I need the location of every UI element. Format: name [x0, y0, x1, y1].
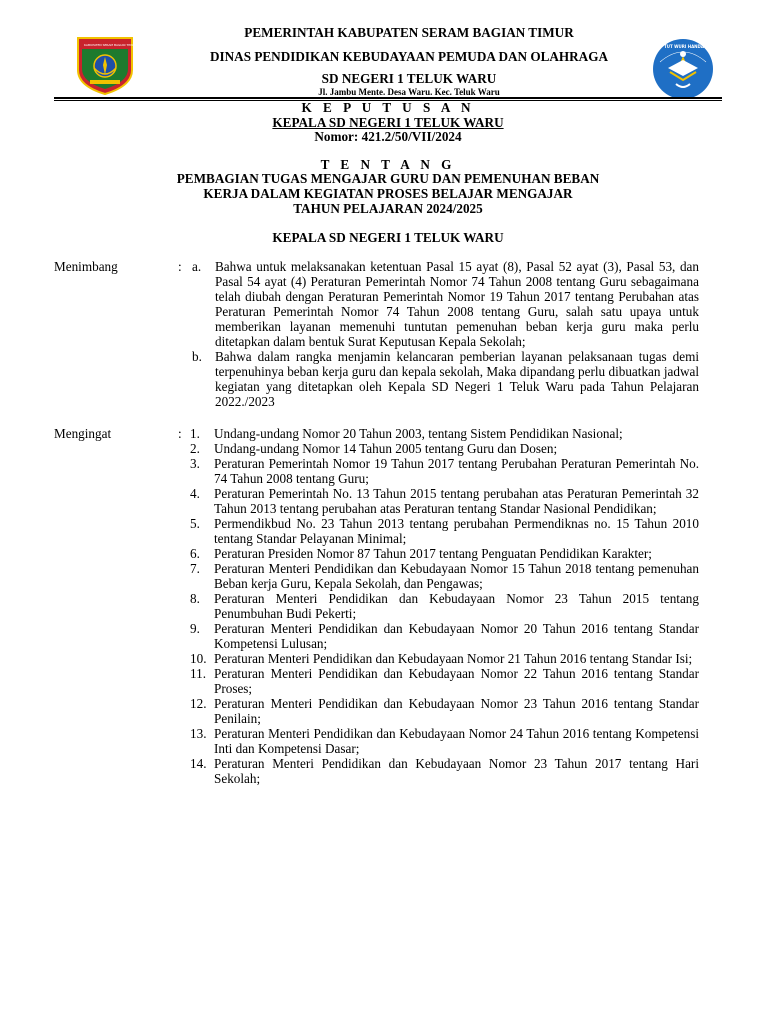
list-item	[192, 441, 699, 456]
letterhead-rule-thick	[54, 97, 722, 99]
mengingat-colon: :	[178, 426, 182, 441]
list-item	[192, 591, 699, 621]
list-item-marker: 5.	[190, 516, 200, 531]
mengingat-list	[192, 426, 699, 786]
decree-title-line-3: TAHUN PELAJARAN 2024/2025	[293, 201, 483, 216]
decree-title-line-1: PEMBAGIAN TUGAS MENGAJAR GURU DAN PEMENUHAN BEBAN	[176, 171, 600, 186]
list-item-text: Bahwa untuk melaksanakan ketentuan Pasal 15 ayat (8), Pasal 52 ayat (3), Pasal 53, dan Pasal 54 ayat (4) Peraturan Pemerintah Nomor 74 Tahun 2008 tentang Guru sebagaimana telah diubah dengan Peraturan Pemerintah Nomor 19 Tahun 2017 tentang Perubahan atas Peraturan Pemerintah Nomor 74 Tahun 2008 tentang Guru, salah satu upaya untuk memberikan layanan memenuhi tuntutan pemenuhan beban kerja guru maka perlu ditetapkan dalam bentuk Surat Keputusan Kepala Sekolah;	[215, 259, 699, 349]
list-item-marker: 14.	[190, 756, 207, 771]
list-item-marker: 12.	[190, 696, 207, 711]
list-item-text: Peraturan Menteri Pendidikan dan Kebudayaan Nomor 23 Tahun 2016 tentang Standar Penilain;	[214, 696, 699, 726]
tentang-heading: T E N T A N G	[320, 157, 456, 172]
list-item-text: Peraturan Menteri Pendidikan dan Kebudayaan Nomor 15 Tahun 2018 tentang pemenuhan Beban kerja Guru, Kepala Sekolah, dan Pengawas;	[214, 561, 699, 591]
left-logo-text: KABUPATEN SERAM BAGIAN TIMUR	[84, 43, 137, 47]
school-name: SD NEGERI 1 TELUK WARU	[321, 71, 497, 86]
list-item	[192, 349, 699, 409]
list-item-marker: 6.	[190, 546, 200, 561]
mengingat-label: Mengingat	[54, 426, 112, 441]
regency-emblem-icon	[76, 36, 137, 96]
list-item	[192, 561, 699, 591]
list-item-text: Undang-undang Nomor 14 Tahun 2005 tentang Guru dan Dosen;	[214, 441, 558, 456]
decree-heading: K E P U T U S A N	[301, 100, 475, 115]
list-item-marker: 8.	[190, 591, 200, 606]
menimbang-list	[192, 259, 699, 409]
right-logo-text: TUT WURI HANDAYANI	[664, 44, 714, 49]
list-item-marker: 11.	[190, 666, 206, 681]
list-item-text: Peraturan Pemerintah No. 13 Tahun 2015 tentang perubahan atas Peraturan Pemerintah 32 Tahun 2013 tentang perubahan atas Peraturan tentang Standar Nasional Pendidikan;	[214, 486, 699, 516]
list-item-marker: 7.	[190, 561, 200, 576]
letterhead	[0, 24, 768, 100]
menimbang-label: Menimbang	[54, 259, 118, 274]
list-item	[192, 426, 699, 441]
tut-wuri-handayani-icon	[652, 38, 714, 100]
list-item-marker: a.	[192, 259, 202, 274]
list-item	[192, 546, 699, 561]
list-item-marker: 13.	[190, 726, 207, 741]
list-item	[192, 621, 699, 651]
decree-number: Nomor: 421.2/50/VII/2024	[314, 129, 462, 144]
list-item-marker: 2.	[190, 441, 200, 456]
list-item-text: Peraturan Menteri Pendidikan dan Kebudayaan Nomor 23 Tahun 2017 tentang Hari Sekolah;	[214, 756, 699, 786]
school-address: Jl. Jambu Mente. Desa Waru. Kec. Teluk Waru	[318, 87, 500, 97]
government-name: PEMERINTAH KABUPATEN SERAM BAGIAN TIMUR	[244, 25, 574, 40]
list-item-text: Peraturan Menteri Pendidikan dan Kebudayaan Nomor 21 Tahun 2016 tentang Standar Isi;	[214, 651, 693, 666]
decree-title-line-2: KERJA DALAM KEGIATAN PROSES BELAJAR MENGAJAR	[203, 186, 573, 201]
list-item	[192, 756, 699, 786]
list-item	[192, 666, 699, 696]
list-item-text: Peraturan Pemerintah Nomor 19 Tahun 2017 tentang Perubahan Peraturan Pemerintah No. 74 Tahun 2008 tentang Guru;	[214, 456, 699, 486]
list-item-marker: b.	[192, 349, 202, 364]
list-item	[192, 726, 699, 756]
list-item-marker: 9.	[190, 621, 200, 636]
list-item	[192, 456, 699, 486]
list-item-text: Peraturan Menteri Pendidikan dan Kebudayaan Nomor 22 Tahun 2016 tentang Standar Proses;	[214, 666, 699, 696]
letterhead-text	[150, 24, 668, 97]
list-item-text: Peraturan Menteri Pendidikan dan Kebudayaan Nomor 20 Tahun 2016 tentang Standar Kompetensi Lulusan;	[214, 621, 699, 651]
list-item-marker: 3.	[190, 456, 200, 471]
list-item-text: Peraturan Menteri Pendidikan dan Kebudayaan Nomor 23 Tahun 2015 tentang Penumbuhan Budi Pekerti;	[214, 591, 699, 621]
list-item-text: Bahwa dalam rangka menjamin kelancaran pemberian layanan pelaksanaan tugas demi terpenuhinya beban kerja guru dan kepala sekolah, Maka dipandang perlu dibuatkan jadwal kegiatan yang ditetapkan oleh Kepala SD Negeri 1 Teluk Waru pada Tahun Pelajaran 2022./2023	[215, 349, 699, 409]
list-item-marker: 1.	[190, 426, 200, 441]
decree-issuer: KEPALA SD NEGERI 1 TELUK WARU	[272, 230, 504, 245]
list-item	[192, 516, 699, 546]
list-item	[192, 259, 699, 349]
list-item-text: Permendikbud No. 23 Tahun 2013 tentang perubahan Permendiknas no. 15 Tahun 2010 tentang Standar Pelayanan Minimal;	[214, 516, 699, 546]
list-item-marker: 10.	[190, 651, 207, 666]
list-item	[192, 696, 699, 726]
list-item	[192, 651, 699, 666]
list-item-text: Peraturan Presiden Nomor 87 Tahun 2017 tentang Penguatan Pendidikan Karakter;	[214, 546, 652, 561]
list-item-text: Undang-undang Nomor 20 Tahun 2003, tentang Sistem Pendidikan Nasional;	[214, 426, 623, 441]
list-item-text: Peraturan Menteri Pendidikan dan Kebudayaan Nomor 24 Tahun 2016 tentang Kompetensi Inti dan Kompetensi Dasar;	[214, 726, 699, 756]
list-item	[192, 486, 699, 516]
menimbang-colon: :	[178, 259, 182, 274]
list-item-marker: 4.	[190, 486, 200, 501]
department-name: DINAS PENDIDIKAN KEBUDAYAAN PEMUDA DAN OLAHRAGA	[210, 49, 608, 64]
decree-issuer-line: KEPALA SD NEGERI 1 TELUK WARU	[272, 115, 504, 130]
